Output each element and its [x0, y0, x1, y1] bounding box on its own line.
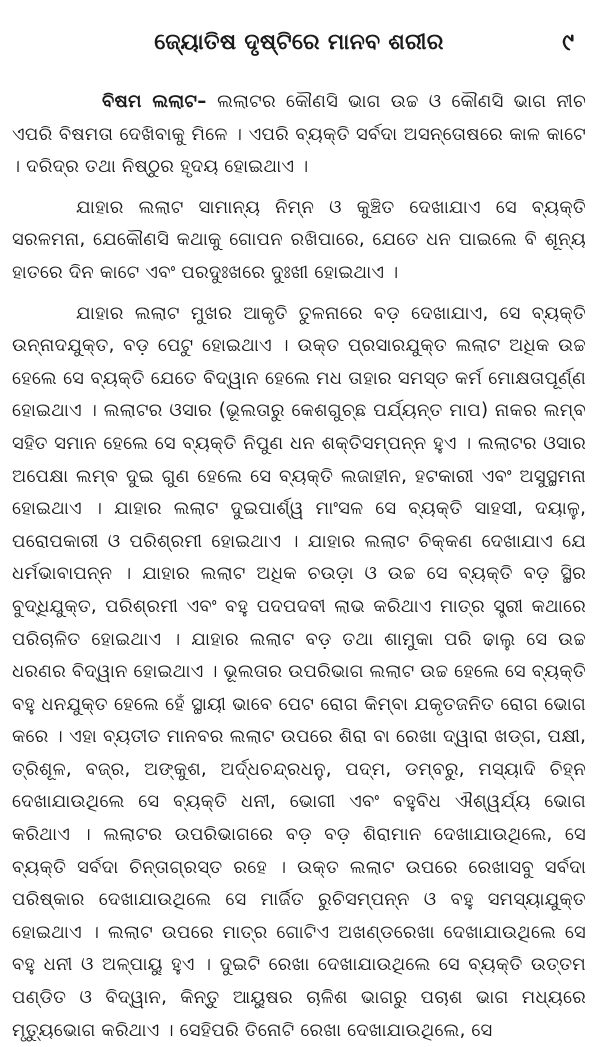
- running-header: [12, 24, 586, 64]
- paragraph-large-forehead: [12, 298, 586, 1047]
- page-number: ୯: [562, 28, 574, 56]
- paragraph-text: ଲଲାଟର କୌଣସି ଭାଗ ଉଚ୍ଚ ଓ କୌଣସି ଭାଗ ନୀଚ ଏପରି ବିଷମତା ଦେଖିବାକୁ ମିଳେ । ଏପରି ବ୍ୟକ୍ତି ସର୍ବଦା ଅସନ୍ତୋଷରେ କାଳ କାଟେ । ଦରିଦ୍ର ତଥା ନିଷ୍ଠୁର ହୃଦୟ ହୋଇଥାଏ ।: [12, 91, 586, 178]
- paragraph-text: ଯାହାର ଲଲାଟ ସାମାନ୍ୟ ନିମ୍ନ ଓ କୁଞ୍ଚିତ ଦେଖାଯାଏ ସେ ବ୍ୟକ୍ତି ସରଳମନା, ଯେକୌଣସି କଥାକୁ ଗୋପନ ରଖିପାରେ, ଯେତେ ଧନ ପାଇଲେ ବି ଶୂନ୍ୟ ହାତରେ ଦିନ କାଟେ ଏବଂ ପରଦୁଃଖରେ ଦୁଃଖୀ ହୋଇଥାଏ ।: [12, 196, 586, 283]
- paragraph-low-forehead: [12, 192, 586, 290]
- section-heading: ବିଷମ ଲଲାଟ–: [102, 91, 218, 112]
- page-title: ଜ୍ୟୋତିଷ ଦୃଷ୍ଟିରେ ମାନବ ଶରୀର: [154, 30, 444, 55]
- paragraph-uneven-forehead: [12, 86, 586, 184]
- page-body: [12, 86, 586, 1047]
- paragraph-text: ଯାହାର ଲଲାଟ ମୁଖର ଆକୃତି ତୁଳନାରେ ବଡ଼ ଦେଖାଯାଏ, ସେ ବ୍ୟକ୍ତି ଉନ୍ନାଦଯୁକ୍ତ, ବଡ଼ ପେଟୁ ହୋଇଥାଏ । ଉକ୍ତ ପ୍ରସାରଯୁକ୍ତ ଲଲାଟ ଅଧିକ ଉଚ୍ଚ ହେଲେ ସେ ବ୍ୟକ୍ତି ଯେତେ ବିଦ୍ୱାନ ହେଲେ ମଧ ତାହାର ସମସ୍ତ କର୍ମ ମୋକ୍ଷତାପୂର୍ଣ୍ଣ ହୋଇଥାଏ । ଲଲାଟର ଓସାର (ଭୂଲତାରୁ କେଶଗୁଚ୍ଛ ପର୍ଯ୍ୟନ୍ତ ମାପ) ନାକର ଲମ୍ବ ସହିତ ସମାନ ହେଲେ ସେ ବ୍ୟକ୍ତି ନିପୁଣ ଧନ ଶକ୍ତିସମ୍ପନ୍ନ ହୁଏ । ଲଲାଟର ଓସାର ଅପେକ୍ଷା ଲମ୍ବ ଦୁଇ ଗୁଣ ହେଲେ ସେ ବ୍ୟକ୍ତି ଲଜାହୀନ, ହଟକାରୀ ଏବଂ ଅସୁସ୍ଥମନା ହୋଇଥାଏ । ଯାହାର ଲଲାଟ ଦୁଇପାର୍ଶ୍ୱ ମାଂସଳ ସେ ବ୍ୟକ୍ତି ସାହସୀ, ଦୟାଳୁ, ପରୋପକାରୀ ଓ ପରିଶ୍ରମୀ ହୋଇଥାଏ । ଯାହାର ଲଲାଟ ଚିକ୍କଣ ଦେଖାଯାଏ ଯେ ଧର୍ମଭାବାପନ୍ନ । ଯାହାର ଲଲାଟ ଅଧିକ ଚଉଡ଼ା ଓ ଉଚ୍ଚ ସେ ବ୍ୟକ୍ତି ବଡ଼ ସ୍ଥିର ବୁଦ୍ଧିଯୁକ୍ତ, ପରିଶ୍ରମୀ ଏବଂ ବହୁ ପଦପଦବୀ ଲାଭ କରିଥାଏ ମାତ୍ର ସ୍ତ୍ରୀ କଥାରେ ପରିଚାଳିତ ହୋଇଥାଏ । ଯାହାର ଲଲାଟ ବଡ଼ ତଥା ଶାମୁକା ପରି ଢାଲୁ ସେ ଉଚ୍ଚ ଧରଣର ବିଦ୍ୱାନ ହୋଇଥାଏ । ଭୂଲତାର ଉପରିଭାଗ ଲଲାଟ ଉଚ୍ଚ ହେଲେ ସେ ବ୍ୟକ୍ତି ବହୁ ଧନଯୁକ୍ତ ହେଲେ ହେଁ ସ୍ଥାୟୀ ଭାବେ ପେଟ ରୋଗ କିମ୍ବା ଯକୃତଜନିତ ରୋଗ ଭୋଗ କରେ । ଏହା ବ୍ୟତୀତ ମାନବର ଲଲାଟ ଉପରେ ଶିରା ବା ରେଖା ଦ୍ୱାରା ଖଡ୍ଗ, ପକ୍ଷୀ, ତ୍ରିଶୂଳ, ବଜ୍ର, ଅଙ୍କୁଶ, ଅର୍ଦ୍ଧଚନ୍ଦ୍ରଧନୁ, ପଦ୍ମ, ଡମ୍ବରୁ, ମସ୍ୟାଦି ଚିହ୍ନ ଦେଖାଯାଉଥିଲେ ସେ ବ୍ୟକ୍ତି ଧନୀ, ଭୋଗୀ ଏବଂ ବହୁବିଧ ଐଶ୍ୱର୍ଯ୍ୟ ଭୋଗ କରିଥାଏ । ଲଲାଟର ଉପରିଭାଗରେ ବଡ଼ ବଡ଼ ଶିରାମାନ ଦେଖାଯାଉଥିଲେ, ସେ ବ୍ୟକ୍ତି ସର୍ବଦା ଚିନ୍ତାଗ୍ରସ୍ତ ରହେ । ଉକ୍ତ ଲଲାଟ ଉପରେ ରେଖାସବୁ ସର୍ବଦା ପରିଷ୍କାର ଦେଖାଯାଉଥିଲେ ସେ ମାର୍ଜିତ ରୁଚିସମ୍ପନ୍ନ ଓ ବହୁ ସମସ୍ୟାଯୁକ୍ତ ହୋଇଥାଏ । ଲଲାଟ ଉପରେ ମାତ୍ର ଗୋଟିଏ ଅଖଣ୍ଡରେଖା ଦେଖାଯାଉଥିଲେ ସେ ବହୁ ଧନୀ ଓ ଅଳ୍ପାୟୁ ହୁଏ । ଦୁଇଟି ରେଖା ଦେଖାଯାଉଥିଲେ ସେ ବ୍ୟକ୍ତି ଉତ୍ତମ ପଣ୍ଡିତ ଓ ବିଦ୍ୱାନ, କିନ୍ତୁ ଆୟୁଷର ଚାଳିଶ ଭାଗରୁ ପଚାଶ ଭାଗ ମଧ୍ୟରେ ମୃତ୍ୟୁଭୋଗ କରିଥାଏ । ସେହିପରି ତିନୋଟି ରେଖା ଦେଖାଯାଉଥିଲେ, ସେ: [12, 302, 586, 1041]
